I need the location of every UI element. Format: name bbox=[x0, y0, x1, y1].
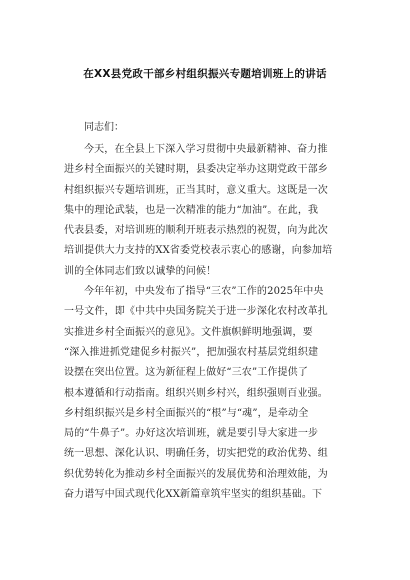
text-line: 统一思想、深化认识、明确任务，切实把党的政治优势、组 bbox=[64, 448, 328, 460]
text-line: 代表县委，对培训班的顺利开班表示热烈的祝贺，向为此次 bbox=[64, 225, 328, 237]
text-line: 根本遵循和行动指南。组织兴则乡村兴，组织强则百业强。 bbox=[64, 387, 328, 399]
text-line: 今天，在全县上下深入学习贯彻中央最新精神、奋力推 bbox=[84, 144, 328, 155]
text-line: 进乡村全面振兴的关键时期，县委决定举办这期党政干部乡 bbox=[64, 164, 328, 176]
text-line: 奋力谱写中国式现代化XX新篇章筑牢坚实的组织基础。下 bbox=[64, 489, 323, 501]
salutation: 同志们： bbox=[84, 122, 124, 133]
text-line: “深入推进抓党建促乡村振兴”，把加强农村基层党组织建 bbox=[64, 346, 319, 358]
text-line: 局的“牛鼻子”。办好这次培训班，就是要引导大家进一步 bbox=[64, 428, 319, 440]
text-line: 实推进乡村全面振兴的意见》。文件旗帜鲜明地强调，要 bbox=[64, 326, 313, 338]
text-line: 一号文件，即《中共中央国务院关于进一步深化农村改革扎 bbox=[64, 306, 328, 318]
document-title: 在XX县党政干部乡村组织振兴专题培训班上的讲话 bbox=[83, 68, 327, 80]
text-line: 村组织振兴专题培训班，正当其时，意义重大。这既是一次 bbox=[64, 184, 328, 196]
text-line: 设摆在突出位置。这为新征程上做好“三农”工作提供了 bbox=[64, 367, 308, 379]
paragraph-opening bbox=[64, 140, 350, 282]
text-line: 织优势转化为推动乡村全面振兴的发展优势和治理效能，为 bbox=[64, 468, 328, 480]
text-line: 集中的理论武装，也是一次精准的能力“加油”。在此，我 bbox=[64, 204, 319, 216]
text-line: 培训提供大力支持的XX省委党校表示衷心的感谢，向参加培 bbox=[64, 245, 333, 257]
text-line: 乡村组织振兴是乡村全面振兴的“根”与“魂”，是牵动全 bbox=[64, 407, 309, 419]
text-line: 训的全体同志们致以诚挚的问候！ bbox=[64, 265, 217, 277]
paragraph-policy bbox=[64, 282, 350, 505]
speech-body bbox=[64, 118, 350, 505]
text-line: 今年年初，中央发布了指导“三农”工作的2025年中央 bbox=[84, 286, 324, 298]
